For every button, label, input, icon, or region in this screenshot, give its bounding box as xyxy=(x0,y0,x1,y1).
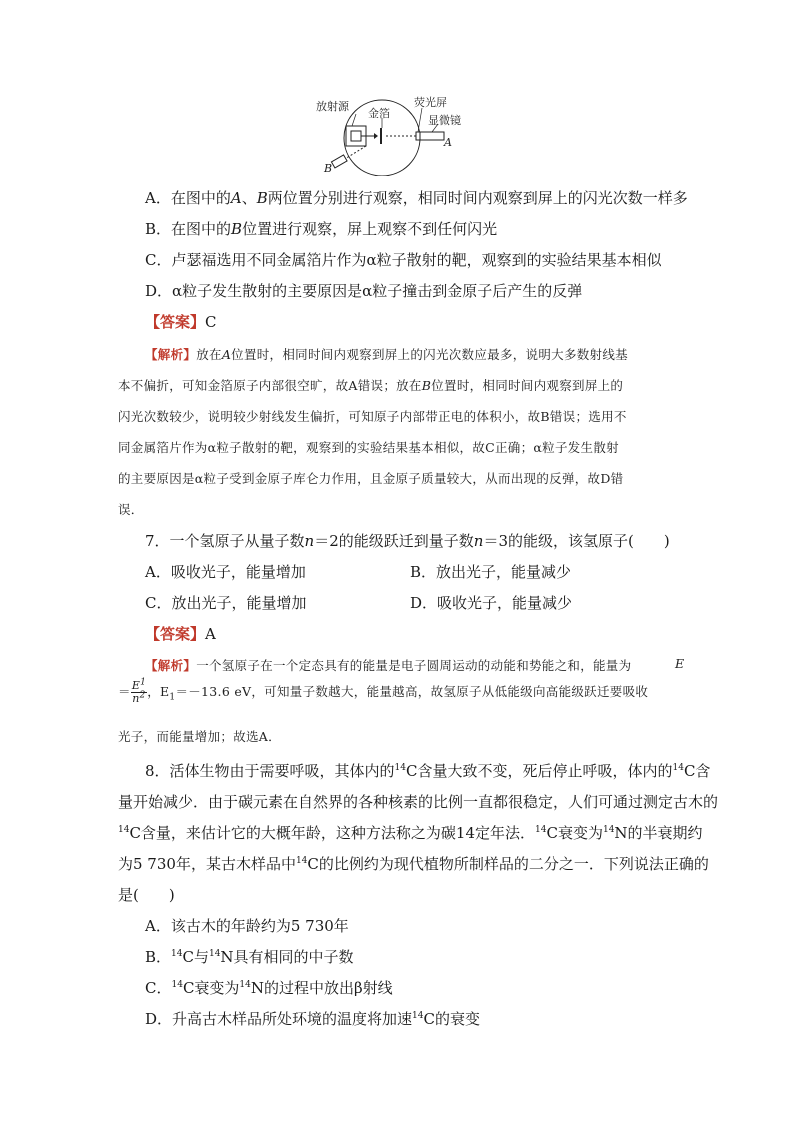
q7-exp-line2-sub: 1 xyxy=(169,692,176,703)
q7-exp-line1: 一个氢原子在一个定态具有的能量是电子圆周运动的动能和势能之和，能量为 xyxy=(196,658,632,673)
mass-number-sup: 14 xyxy=(239,980,251,990)
q6-option-b xyxy=(145,218,497,239)
q7-option-c: C．放出光子，能量增加 xyxy=(145,594,307,612)
q7-options-row2 xyxy=(145,592,573,613)
fraction-numerator: $E^1$ xyxy=(131,677,147,692)
q8-option-b xyxy=(145,946,354,967)
q6-option-a-post: 两位置分别进行观察，相同时间内观察到屏上的闪光次数一样多 xyxy=(267,189,688,207)
answer-tag: 【答案】 xyxy=(145,625,206,643)
q6-option-b-pre: B．在图中的 xyxy=(145,220,232,238)
q7-stem-n2: n xyxy=(473,532,484,550)
label-microscope: 显微镜 xyxy=(428,114,461,127)
label-screen: 荧光屏 xyxy=(414,96,447,109)
q6-explanation-line4: 同金属箔片作为α粒子散射的靶，观察到的实验结果基本相似，故C正确；α粒子发生散射 xyxy=(118,440,619,455)
q8-option-b-pre: B． xyxy=(145,948,172,966)
q8-line1-c: C含 xyxy=(683,762,711,780)
q6-option-a xyxy=(145,187,688,208)
mass-number-sup: 14 xyxy=(295,856,308,866)
q7-exp-line2-b: ，E xyxy=(147,684,170,699)
answer-value: A xyxy=(205,625,216,643)
q6-answer xyxy=(145,311,217,332)
q8-stem-line3 xyxy=(118,822,703,843)
q6-exp-line1-b: 位置时，相同时间内观察到屏上的闪光次数应最多，说明大多数射线基 xyxy=(231,347,628,362)
q8-line4-b: C的比例约为现代植物所制样品的二分之一．下列说法正确的 xyxy=(307,855,709,873)
mass-number-sup: 14 xyxy=(412,1011,424,1021)
label-b: B xyxy=(324,162,333,175)
screen-leader xyxy=(418,108,422,132)
q8-option-b-b: N具有相同的中子数 xyxy=(220,948,354,966)
q8-line3-a: C含量，来估计它的大概年龄，这种方法称之为碳14定年法． xyxy=(129,824,536,842)
q8-option-c-pre: C． xyxy=(145,979,172,997)
q8-stem-line4 xyxy=(118,853,709,874)
q7-exp-line2-c: ＝－13.6 eV，可知量子数越大，能量越高，故氢原子从低能级向高能级跃迁要吸收 xyxy=(175,684,649,699)
explanation-tag: 【解析】 xyxy=(145,347,197,362)
fraction-denominator: $n^2$ xyxy=(132,690,146,705)
q8-option-c-a: C衰变为 xyxy=(182,979,240,997)
q7-explanation-line2 xyxy=(118,677,649,705)
q8-line4-a: 为5 730年，某古木样品中 xyxy=(118,855,296,873)
q7-stem-mid: ＝2的能级跃迁到量子数 xyxy=(314,532,474,550)
q8-option-b-a: C与 xyxy=(182,948,209,966)
q7-stem xyxy=(145,530,670,551)
mass-number-sup: 14 xyxy=(171,980,183,990)
q6-option-c: C．卢瑟福选用不同金属箔片作为α粒子散射的靶，观察到的实验结果基本相似 xyxy=(145,251,662,269)
q7-explanation-line3: 光子，而能量增加；故选A． xyxy=(118,729,281,744)
q8-line1-a: 8．活体生物由于需要呼吸，其体内的 xyxy=(145,762,395,780)
q6-explanation-line3: 闪光次数较少，说明较少射线发生偏折，可知原子内部带正电的体积小，故B错误；选用不 xyxy=(118,409,627,424)
q7-stem-post: ＝3的能级，该氢原子( ) xyxy=(483,532,670,550)
q6-exp-line2-b: 位置时，相同时间内观察到屏上的 xyxy=(431,378,624,393)
label-a: A xyxy=(444,136,452,149)
q6-explanation-line2 xyxy=(118,376,623,394)
q7-answer xyxy=(145,623,216,644)
q8-stem-line2: 量开始减少．由于碳元素在自然界的各种核素的比例一直都很稳定，人们可通过测定古木的 xyxy=(118,793,719,811)
q6-option-a-italic-b: B xyxy=(256,189,268,207)
q7-option-d: D．吸收光子，能量减少 xyxy=(410,594,573,612)
q7-stem-pre: 7．一个氢原子从量子数 xyxy=(145,532,305,550)
mass-number-sup: 14 xyxy=(171,949,183,959)
q7-explanation-line1 xyxy=(145,656,685,674)
q8-line3-b: C衰变为 xyxy=(546,824,603,842)
q6-exp-line2-italic: B xyxy=(421,378,432,393)
q8-option-d xyxy=(145,1008,480,1029)
mass-number-sup: 14 xyxy=(535,825,547,835)
answer-value: C xyxy=(205,313,217,331)
q8-option-c xyxy=(145,977,393,998)
q7-exp-eq: ＝ xyxy=(118,684,131,699)
q6-exp-line2-a: 本不偏折，可知金箔原子内部很空旷，故A错误；放在 xyxy=(118,378,422,393)
q6-exp-line1-italic: A xyxy=(221,347,232,362)
q6-explanation-line6: 误． xyxy=(118,502,144,517)
explanation-tag: 【解析】 xyxy=(145,658,197,673)
energy-fraction xyxy=(131,677,147,705)
microscope-b xyxy=(331,155,347,168)
source-leader xyxy=(352,114,356,126)
q6-option-b-post: 位置进行观察，屏上观察不到任何闪光 xyxy=(242,220,498,238)
source-inner xyxy=(351,131,361,141)
q6-explanation-line1 xyxy=(145,345,628,363)
q8-option-d-pre: D．升高古木样品所处环境的温度将加速 xyxy=(145,1010,413,1028)
mass-number-sup: 14 xyxy=(602,825,615,835)
q7-options-row1 xyxy=(145,561,572,582)
label-foil: 金箔 xyxy=(368,107,390,120)
q8-line3-c: N的半衰期约 xyxy=(614,824,703,842)
q8-stem-line5: 是( ) xyxy=(118,886,175,904)
answer-tag: 【答案】 xyxy=(145,313,206,331)
q7-stem-n1: n xyxy=(304,532,315,550)
label-source: 放射源 xyxy=(316,100,349,113)
q6-option-a-pre: A．在图中的 xyxy=(145,189,231,207)
q6-option-a-italic-a: A xyxy=(230,189,242,207)
q8-stem-line1 xyxy=(145,760,710,781)
q8-option-d-post: C的衰变 xyxy=(423,1010,480,1028)
q7-option-b: B．放出光子，能量减少 xyxy=(410,563,572,581)
q8-line1-b: C含量大致不变，死后停止呼吸，体内的 xyxy=(406,762,673,780)
mass-number-sup: 14 xyxy=(118,825,130,835)
q6-option-b-italic: B xyxy=(231,220,243,238)
q6-exp-line1-a: 放在 xyxy=(196,347,222,362)
beam-arrow xyxy=(374,133,378,139)
mass-number-sup: 14 xyxy=(208,949,221,959)
mass-number-sup: 14 xyxy=(672,763,684,773)
rutherford-scattering-diagram xyxy=(310,96,480,176)
q8-option-c-b: N的过程中放出β射线 xyxy=(250,979,393,997)
q8-option-a: A．该古木的年龄约为5 730年 xyxy=(145,917,349,935)
q6-option-d: D．α粒子发生散射的主要原因是α粒子撞击到金原子后产生的反弹 xyxy=(145,282,583,300)
q7-exp-e: E xyxy=(675,656,685,671)
mass-number-sup: 14 xyxy=(394,763,406,773)
q7-option-a: A．吸收光子，能量增加 xyxy=(145,563,306,581)
q6-explanation-line5: 的主要原因是α粒子受到金原子库仑力作用，且金原子质量较大，从而出现的反弹，故D错 xyxy=(118,471,624,486)
q6-option-a-mid: 、 xyxy=(241,189,257,207)
